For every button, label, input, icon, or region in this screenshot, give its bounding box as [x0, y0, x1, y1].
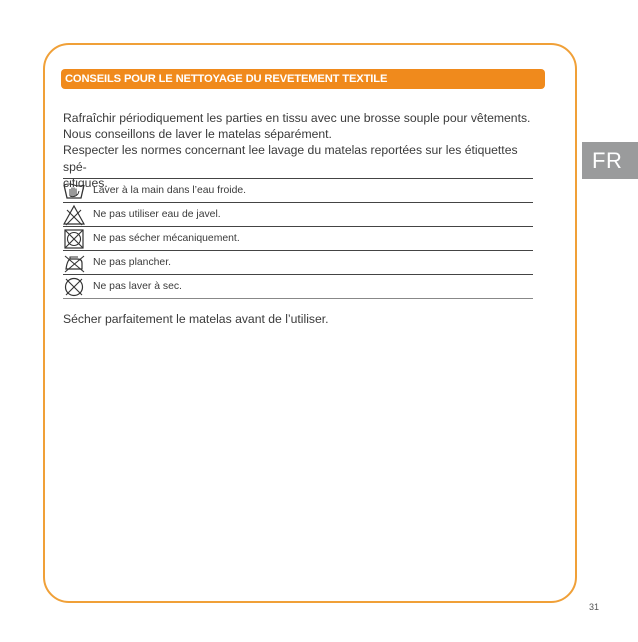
care-text: Ne pas sécher mécaniquement. [93, 233, 240, 244]
intro-line: Nous conseillons de laver le matelas séparément. [63, 127, 332, 142]
language-tab: FR [582, 142, 638, 179]
no-tumble-dry-icon [63, 228, 85, 250]
no-iron-icon [63, 252, 85, 274]
care-row [63, 251, 533, 275]
closing-text: Sécher parfaitement le matelas avant de l’utiliser. [63, 312, 329, 326]
care-text: Laver à la main dans l’eau froide. [93, 185, 247, 196]
no-dry-clean-icon [63, 276, 85, 298]
section-title: CONSEILS POUR LE NETTOYAGE DU REVETEMENT TEXTILE [61, 69, 545, 89]
care-row [63, 227, 533, 251]
no-bleach-icon [63, 204, 85, 226]
page-number: 31 [589, 602, 600, 612]
care-row [63, 179, 533, 203]
care-text: Ne pas utiliser eau de javel. [93, 209, 221, 220]
care-row [63, 203, 533, 227]
intro-line: Respecter les normes concernant lee lavage du matelas reportées sur les étiquettes spé- cifiques. [63, 143, 518, 190]
care-row [63, 275, 533, 299]
intro-line: Rafraîchir périodiquement les parties en tissu avec une brosse souple pour vêtements. [63, 111, 531, 125]
care-instructions-table [63, 178, 533, 299]
care-text: Ne pas plancher. [93, 257, 171, 268]
care-text: Ne pas laver à sec. [93, 281, 182, 292]
hand-wash-icon [63, 180, 85, 202]
